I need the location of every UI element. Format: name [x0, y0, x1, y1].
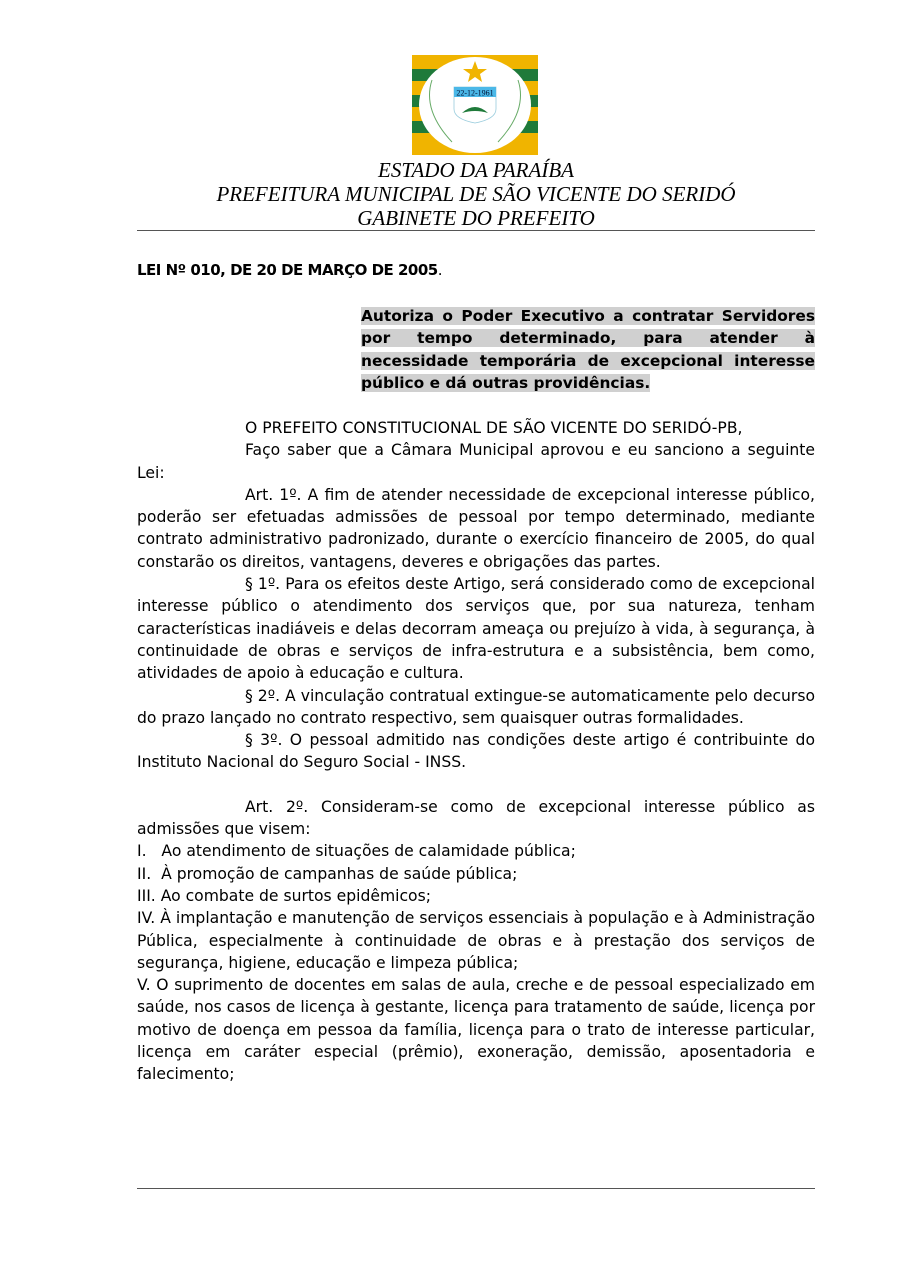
paragraph-art1: Art. 1º. A fim de atender necessidade de excepcional interesse público, poderão ser efetuadas admissões de pessoal por tempo determinado, mediante contrato administrativo padronizado, durante o exercício financeiro de 2005, do qual constarão os direitos, vantagens, deveres e obrigações das partes. — [137, 485, 815, 571]
list-item: I. Ao atendimento de situações de calamidade pública; — [137, 842, 576, 861]
law-summary-text: Autoriza o Poder Executivo a contratar Servidores por tempo determinado, para atender à necessidade temporária de excepcional interesse público e dá outras providências. — [361, 307, 815, 392]
svg-text:22-12-1961: 22-12-1961 — [456, 88, 494, 98]
law-title — [137, 261, 442, 279]
header-state: ESTADO DA PARAÍBA — [378, 158, 574, 182]
list-item: IV. À implantação e manutenção de serviços essenciais à população e à Administração Pública, especialmente à continuidade de obras e à prestação dos serviços de segurança, higiene, educação e limpeza pública; — [137, 909, 815, 972]
law-summary — [361, 305, 815, 394]
municipal-coat-of-arms — [412, 55, 538, 155]
list-item: II. À promoção de campanhas de saúde pública; — [137, 864, 518, 883]
paragraph-art2: Art. 2º. Consideram-se como de excepcional interesse público as admissões que visem: — [137, 797, 815, 839]
paragraph-enactment: Faço saber que a Câmara Municipal aprovou e eu sanciono a seguinte Lei: — [137, 441, 815, 482]
paragraph-art1-s1: § 1º. Para os efeitos deste Artigo, será considerado como de excepcional interesse público o atendimento dos serviços que, por sua natureza, tenham características inadiáveis e delas decorram ameaça ou prejuízo à vida, à segurança, à continuidade de obras e serviços de infra-estrutura e a subsistência, bem como, atividades de apoio à educação e cultura. — [137, 575, 815, 683]
header-divider — [137, 230, 815, 231]
footer-divider — [137, 1188, 815, 1189]
list-item: III. Ao combate de surtos epidêmicos; — [137, 886, 431, 905]
list-item: V. O suprimento de docentes em salas de aula, creche e de pessoal especializado em saúde, nos casos de licença à gestante, licença para tratamento de saúde, licença por motivo de doença em pessoa da família, licença para o trato de interesse particular, licença em caráter especial (prêmio), exoneração, demissão, aposentadoria e falecimento; — [137, 976, 815, 1084]
paragraph-preamble: O PREFEITO CONSTITUCIONAL DE SÃO VICENTE DO SERIDÓ-PB, — [245, 419, 743, 437]
paragraph-art1-s3: § 3º. O pessoal admitido nas condições deste artigo é contribuinte do Instituto Nacional do Seguro Social - INSS. — [137, 731, 815, 772]
law-body — [137, 417, 815, 1086]
law-title-period: . — [437, 261, 443, 279]
header-municipality: PREFEITURA MUNICIPAL DE SÃO VICENTE DO SERIDÓ — [216, 182, 736, 206]
paragraph-art1-s2: § 2º. A vinculação contratual extingue-se automaticamente pelo decurso do prazo lançado no contrato respectivo, sem quaisquer outras formalidades. — [137, 686, 815, 727]
law-title-text: LEI Nº 010, DE 20 DE MARÇO DE 2005 — [137, 261, 438, 279]
header-office: GABINETE DO PREFEITO — [357, 206, 595, 230]
document-header — [137, 158, 815, 230]
